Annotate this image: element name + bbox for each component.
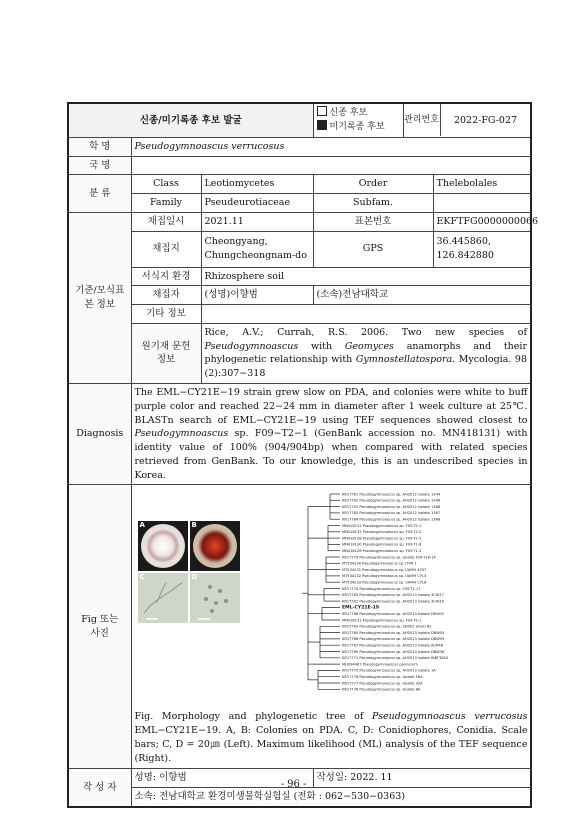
management-number: 2022-FG-027 xyxy=(453,114,518,126)
tree-tip-label: EML-CY21E-19 xyxy=(341,606,379,612)
tree-tip-label: KR17778 Pseudogymnoascus sp. isolate 8A xyxy=(341,687,420,692)
tree-tip-label: KR17768 Pseudogymnoascus sp. AH2013 isolate DHH05 xyxy=(341,612,444,617)
option-new-species[interactable]: 신종 후보 xyxy=(317,106,400,120)
diagnosis-text: The EML−CY21E−19 strain grew slow on PDA, and colonies were white to buff purple color and reached 22−24 mm in diameter after 1 week culture at 25℃. BLASTn search of EML−CY21E−19 using TEF sequences showed closest to Pseudogymnoascus sp. F09−T2−1 (GenBank accession no. MN418131) with identity value of 100% (904/904bp) when compared with related species retrieved from GenBank. To our knowledge, this is an undescribed species in Korea. xyxy=(131,383,531,484)
class-label: Class xyxy=(131,175,201,194)
classification-label: 분 류 xyxy=(68,175,131,213)
petri-dish-a xyxy=(141,524,185,568)
scientific-name: Pseudogymnoascus verrucosus xyxy=(131,137,531,156)
subfamily-value xyxy=(433,194,531,213)
diagnosis-label: Diagnosis xyxy=(68,383,131,484)
panel-d-micrograph xyxy=(190,573,240,623)
tree-tip-label: MH094467 Pseudogymnoascus pannorum xyxy=(341,662,418,667)
tree-tip-label: KR17766 Pseudogymnoascus sp. AH2013 isolate DBW09 xyxy=(341,637,444,642)
family-label: Family xyxy=(131,194,201,213)
panel-label-b: B xyxy=(191,521,197,530)
page-number: - 96 - xyxy=(280,779,307,790)
figure-images xyxy=(135,488,528,708)
author-affiliation: 소속: 전남대학교 환경미생물학실험실 (전화 : 062−530−0363) xyxy=(131,788,531,807)
scientific-name-label: 학 명 xyxy=(68,137,131,156)
korean-name xyxy=(131,156,531,175)
tree-tip-label: KR17775 Pseudogymnoascus sp. AH2013 isolate 1A xyxy=(341,669,436,674)
author-date: 작성일: 2022. 11 xyxy=(313,769,531,788)
tree-tip-label: MT534231 Pseudogymnoascus sp. UAMH 4257 xyxy=(341,568,426,573)
literature-label: 원기재 문헌 정보 xyxy=(131,323,201,383)
collection-date-label: 채집일시 xyxy=(131,212,201,231)
tree-tip-label: KR17782 Pseudogymnoascus sp. AH2012 isolate 1346 xyxy=(341,498,440,503)
order-value: Thelebolales xyxy=(433,175,531,194)
panel-label-d: D xyxy=(191,573,198,582)
subfamily-label: Subfam. xyxy=(313,194,433,213)
panel-label-c: C xyxy=(139,573,145,582)
figure-caption: Fig. Morphology and phylogenetic tree of Pseudogymnoascus verrucosus EML−CY21E−19. A, B: Colonies on PDA. C, D: Conidiophores, Conidia. Scale bars; C, D = 20㎛ (Left). Maximum likelihood (ML) analysis of the TEF sequence (Right). xyxy=(134,711,528,764)
tree-tip-label: MN418128 Pseudogymnoascus sp. F09-T1-5 xyxy=(341,536,421,541)
collection-site: Cheongyang, Chungcheongnam-do xyxy=(201,231,313,267)
tree-tip-label: KR17763 Pseudogymnoascus sp. SD002 strain B1 xyxy=(341,624,432,629)
habitat-label: 서식지 환경 xyxy=(131,267,201,286)
tree-tip-label: MN418131 Pseudogymnoascus sp. F09-T2-1 xyxy=(341,524,421,529)
panel-label-a: A xyxy=(139,521,145,530)
collector-label: 채집자 xyxy=(131,286,201,305)
figure-label: Fig 또는 사진 xyxy=(68,485,131,769)
tree-tip-label: KR17776 Pseudogymnoascus sp. isolate 16A xyxy=(341,675,423,680)
collector-affiliation: (소속)전남대학교 xyxy=(313,286,531,305)
order-label: Order xyxy=(313,175,433,194)
author-label: 작 성 자 xyxy=(68,769,131,807)
tree-tip-label: MT534230 Pseudogymnoascus sp. ITPR 1 xyxy=(341,561,417,566)
tree-tip-label: KR17769 Pseudogymnoascus sp. AH2013 isolate DBW36 xyxy=(341,650,444,655)
other-info xyxy=(201,305,531,324)
class-value: Leotiomycetes xyxy=(201,175,313,194)
checkbox-unrecorded[interactable] xyxy=(317,120,327,130)
tree-tip-label: KR17779 Pseudogymnoascus sp. isolate F09-T18-14 xyxy=(341,555,436,560)
phylogenetic-tree xyxy=(300,488,530,708)
option-unrecorded-species[interactable]: 미기록종 후보 xyxy=(317,120,400,134)
tree-tip-label: KR17502 Pseudogymnoascus sp. AH2013 isolate 3CW16 xyxy=(341,599,444,604)
other-info-label: 기타 정보 xyxy=(131,305,201,324)
tree-tip-label: KR17770 Pseudogymnoascus sp. F09-T1-17 xyxy=(341,587,420,592)
conidiophore-drawing xyxy=(138,573,188,623)
tree-tip-label: KR17784 Pseudogymnoascus sp. AH2012 isolate 1368 xyxy=(341,517,440,522)
author-name: 성명: 이향범 xyxy=(131,769,313,788)
korean-name-label: 국 명 xyxy=(68,156,131,175)
collection-site-label: 채집지 xyxy=(131,231,201,267)
habitat-value: Rhizosphere soil xyxy=(201,267,531,286)
panel-b-photo xyxy=(190,521,240,571)
tree-tip-label: KR17781 Pseudogymnoascus sp. AH2012 isolate 1344 xyxy=(341,492,440,497)
tree-tip-label: KR17791 Pseudogymnoascus sp. AH2012 isolate 1366 xyxy=(341,505,440,510)
figure-cell xyxy=(131,485,531,769)
petri-dish-b xyxy=(193,524,237,568)
tree-tip-label: KR17777 Pseudogymnoascus sp. isolate 35A xyxy=(341,681,423,686)
tree-tip-label: KR17762 Pseudogymnoascus sp. AH2013 isolate 3CW17 xyxy=(341,593,444,598)
panel-a-photo xyxy=(138,521,188,571)
family-value: Pseudeurotiaceae xyxy=(201,194,313,213)
checkbox-new[interactable] xyxy=(317,106,327,116)
tree-tip-label: MN418131 Pseudogymnoascus sp. F09-T2-1 xyxy=(341,618,421,623)
collection-date: 2021.11 xyxy=(201,212,313,231)
tree-tip-label: MT534232 Pseudogymnoascus sp. UAMH CYL3 xyxy=(341,574,426,579)
tree-tip-label: MT534233 Pseudogymnoascus sp. UAMH CYL8 xyxy=(341,580,426,585)
species-candidate-form xyxy=(67,102,539,808)
tree-tip-label: MN418132 Pseudogymnoascus sp. F09-T2-2 xyxy=(341,530,421,535)
management-number-label: 관리번호 xyxy=(404,104,441,136)
specimen-info-label: 기준/모식표 본 정보 xyxy=(68,212,131,383)
tree-tip-label: KR17783 Pseudogymnoascus sp. AH2012 isolate 1367 xyxy=(341,511,440,516)
form-title: 신종/미기록종 후보 발굴 xyxy=(68,103,313,137)
tree-tip-label: KR17765 Pseudogymnoascus sp. AH2013 isolate DBW05 xyxy=(341,631,444,636)
collector-name: (성명)이향범 xyxy=(201,286,313,305)
tree-tip-label: KR17771 Pseudogymnoascus sp. AH2013 isolate WBF3620 xyxy=(341,656,448,661)
tree-tip-label: MN418126 Pseudogymnoascus sp. F09-T1-2 xyxy=(341,549,421,554)
gps-label: GPS xyxy=(313,231,433,267)
candidate-type-options xyxy=(313,103,403,137)
literature-text: Rice, A.V.; Currah, R.S. 2006. Two new species of Pseudogymnoascus with Geomyces anamorphs and their phylogenetic relationship with Gymnostellatospora. Mycologia. 98 (2):307−318 xyxy=(201,323,531,383)
specimen-number-label: 표본번호 xyxy=(313,212,433,231)
specimen-number: EKFTFG0000000066 xyxy=(433,212,531,231)
gps-value: 36.445860, 126.842880 xyxy=(433,231,531,267)
tree-tip-label: MN418130 Pseudogymnoascus sp. F09-T1-8 xyxy=(341,543,421,548)
panel-c-micrograph xyxy=(138,573,188,623)
tree-tip-label: KR17767 Pseudogymnoascus sp. AH2013 isolate ACR46 xyxy=(341,643,443,648)
